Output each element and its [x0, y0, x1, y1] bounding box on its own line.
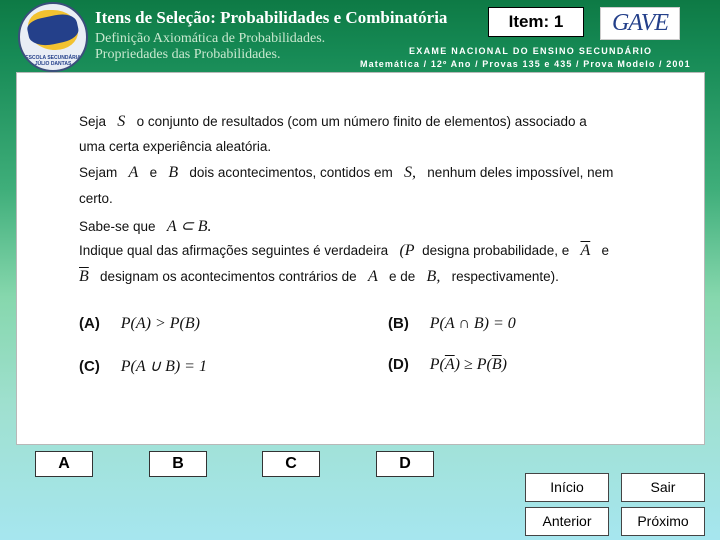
q-text: designam os acontecimentos contrários de [100, 269, 357, 284]
q-text: nenhum deles impossível, nem [427, 165, 614, 180]
option-a-expr: P(A) > P(B) [120, 315, 200, 332]
exam-details: Matemática / 12º Ano / Provas 135 e 435 / Prova Modelo / 2001 [360, 59, 691, 69]
school-logo-text: ESCOLA SECUNDÁRIA JÚLIO DANTAS [25, 55, 81, 67]
option-d [388, 356, 507, 374]
anterior-button[interactable]: Anterior [525, 507, 609, 536]
option-b-expr: P(A ∩ B) = 0 [429, 315, 516, 332]
q-text: e de [389, 269, 416, 284]
gave-logo: GAVE [600, 7, 680, 40]
q-text: designa probabilidade, e [422, 243, 570, 258]
q-math: $\overline{B}$ [79, 268, 89, 285]
option-d-expr-abar: $\overline{A}$ [444, 356, 455, 373]
q-text: respectivamente). [451, 269, 559, 284]
option-d-expr-part: P( [429, 356, 445, 373]
q-math: A ⊂ B. [166, 218, 212, 235]
item-number-badge: Item: 1 [488, 7, 584, 37]
school-logo [18, 2, 88, 72]
answer-button-a[interactable]: A [35, 451, 93, 477]
q-text: e [601, 243, 610, 258]
page-title: Itens de Seleção: Probabilidades e Combinatória [95, 8, 448, 27]
q-text: Indique qual das afirmações seguintes é verdadeira [79, 243, 389, 258]
option-c-expr: P(A ∪ B) = 1 [120, 358, 207, 375]
option-d-expr-part: ) ≥ P( [454, 356, 492, 373]
answer-button-d[interactable]: D [376, 451, 434, 477]
q-math: B, [426, 268, 441, 285]
question-line-3 [79, 164, 613, 182]
question-line-1 [79, 113, 587, 131]
question-line-5 [79, 216, 212, 236]
option-d-expr-part: ) [501, 356, 507, 373]
q-math: A [367, 268, 378, 285]
q-math: S [117, 113, 126, 130]
question-line-7 [79, 268, 559, 286]
q-math: B [168, 164, 179, 181]
option-a-label: (A) [79, 315, 100, 332]
option-d-label: (D) [388, 356, 409, 373]
sair-button[interactable]: Sair [621, 473, 705, 502]
q-text: uma certa experiência aleatória. [79, 139, 272, 154]
option-d-expr-bbar: $\overline{B}$ [491, 356, 502, 373]
q-text: o conjunto de resultados (com um número finito de elementos) associado a [136, 114, 587, 129]
q-math: A [128, 164, 139, 181]
question-panel [16, 72, 705, 445]
subtitle-definition: Definição Axiomática de Probabilidades. [95, 31, 326, 46]
subtitle-properties: Propriedades das Probabilidades. [95, 47, 281, 62]
question-line-4 [79, 191, 113, 206]
q-text: dois acontecimentos, contidos em [189, 165, 393, 180]
question-line-2 [79, 139, 271, 154]
q-text: Seja [79, 114, 107, 129]
answer-button-c[interactable]: C [262, 451, 320, 477]
q-math: (P [399, 242, 415, 259]
inicio-button[interactable]: Início [525, 473, 609, 502]
option-c-label: (C) [79, 358, 100, 375]
option-d-expr [430, 356, 507, 373]
option-b-label: (B) [388, 315, 409, 332]
option-a [79, 315, 200, 333]
q-math: $\overline{A}$ [580, 242, 591, 259]
question-line-6 [79, 242, 609, 260]
option-c [79, 356, 207, 376]
option-b [388, 315, 516, 333]
exam-title: EXAME NACIONAL DO ENSINO SECUNDÁRIO [409, 46, 653, 56]
answer-button-b[interactable]: B [149, 451, 207, 477]
q-math: S, [404, 164, 417, 181]
q-text: certo. [79, 191, 113, 206]
q-text: e [149, 165, 158, 180]
q-text: Sejam [79, 165, 118, 180]
q-text: Sabe-se que [79, 219, 156, 234]
proximo-button[interactable]: Próximo [621, 507, 705, 536]
